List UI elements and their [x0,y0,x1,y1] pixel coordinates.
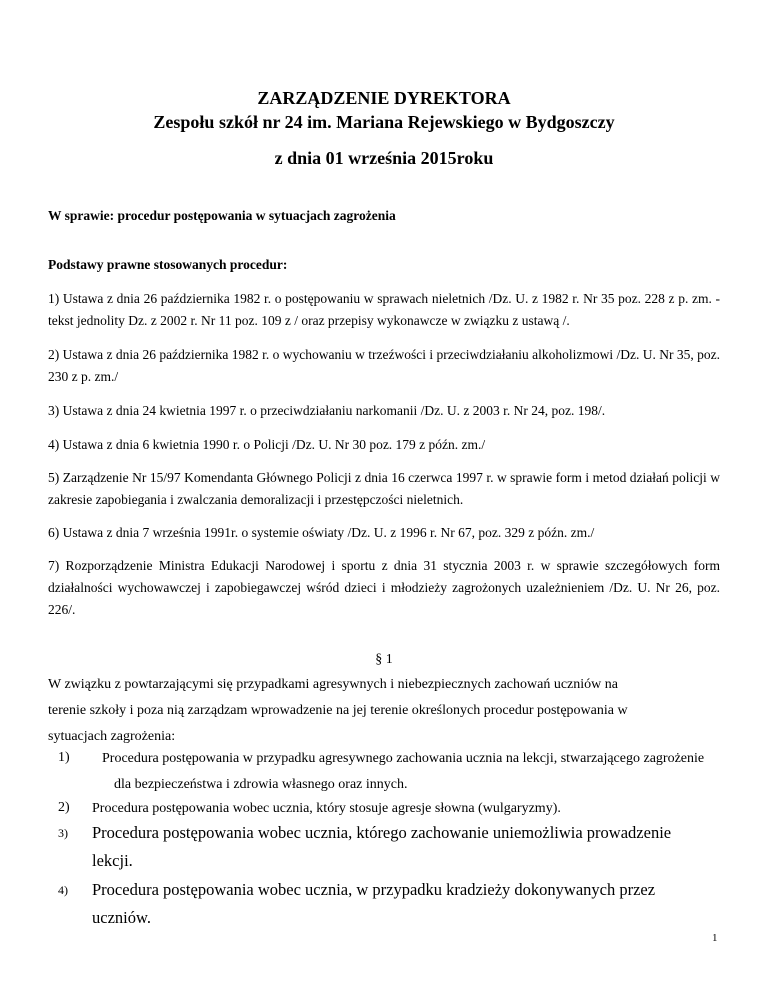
procedure-number: 1) [58,750,70,765]
procedure-number: 4) [58,883,68,897]
legal-basis-item: 7) Rozporządzenie Ministra Edukacji Narodowej i sportu z dnia 31 stycznia 2003 r. w sprawie szczegółowych form działalności wychowawczej i zapobiegawczej wśród dzieci i młodzieży zagrożonych uzależnieniem /Dz. U. Nr 26, poz. 226/. [48,558,720,617]
page-number: 1 [712,932,718,944]
procedure-number: 2) [58,800,70,815]
document-date: z dnia 01 września 2015roku [274,148,494,168]
intro-line: sytuacjach zagrożenia: [48,729,176,744]
document-title: ZARZĄDZENIE DYREKTORA [257,88,511,108]
legal-basis-heading: Podstawy prawne stosowanych procedur: [48,257,288,272]
legal-basis-item: 2) Ustawa z dnia 26 października 1982 r. o wychowaniu w trzeźwości i przeciwdziałaniu alkoholizmowi /Dz. U. Nr 35, poz. 230 z p. zm./ [48,347,720,384]
procedure-text: Procedura postępowania wobec ucznia, który stosuje agresje słowna (wulgaryzmy). [92,801,561,816]
subject-line: W sprawie: procedur postępowania w sytuacjach zagrożenia [48,208,396,223]
legal-basis-item: 6) Ustawa z dnia 7 września 1991r. o systemie oświaty /Dz. U. z 1996 r. Nr 67, poz. 329 z późn. zm./ [48,525,595,540]
intro-line: terenie szkoły i poza nią zarządzam wprowadzenie na jej terenie określonych procedur postępowania w [48,703,628,718]
legal-basis-item: 4) Ustawa z dnia 6 kwietnia 1990 r. o Policji /Dz. U. Nr 30 poz. 179 z późn. zm./ [48,437,486,452]
section-mark: § 1 [375,652,393,667]
intro-line: W związku z powtarzającymi się przypadkami agresywnych i niebezpiecznych zachowań uczniów na [48,677,618,692]
procedure-text: Procedura postępowania w przypadku agresywnego zachowania ucznia na lekcji, stwarzającego zagrożenie dla bezpieczeństwa i zdrowia własnego oraz innych. [102,751,705,792]
legal-basis-item: 1) Ustawa z dnia 26 października 1982 r. o postępowaniu w sprawach nieletnich /Dz. U. z 1982 r. Nr 35 poz. 228 z p. zm. - tekst jednolity Dz. z 2002 r. Nr 11 poz. 109 z / oraz przepisy wykonawcze w związku z ustawą /. [48,291,720,328]
procedure-text: Procedura postępowania wobec ucznia, w przypadku kradzieży dokonywanych przez uczniów. [92,880,656,927]
legal-basis-item: 3) Ustawa z dnia 24 kwietnia 1997 r. o przeciwdziałaniu narkomanii /Dz. U. z 2003 r. Nr 24, poz. 198/. [48,403,606,418]
procedure-number: 3) [58,826,68,840]
legal-basis-item: 5) Zarządzenie Nr 15/97 Komendanta Głównego Policji z dnia 16 czerwca 1997 r. w sprawie form i metod działań policji w zakresie zapobiegania i zwalczania demoralizacji i przestępczości nieletnich. [48,470,720,507]
school-name: Zespołu szkół nr 24 im. Mariana Rejewskiego w Bydgoszczy [153,112,615,132]
procedure-text: Procedura postępowania wobec ucznia, którego zachowanie uniemożliwia prowadzenie lekcji. [92,823,672,870]
